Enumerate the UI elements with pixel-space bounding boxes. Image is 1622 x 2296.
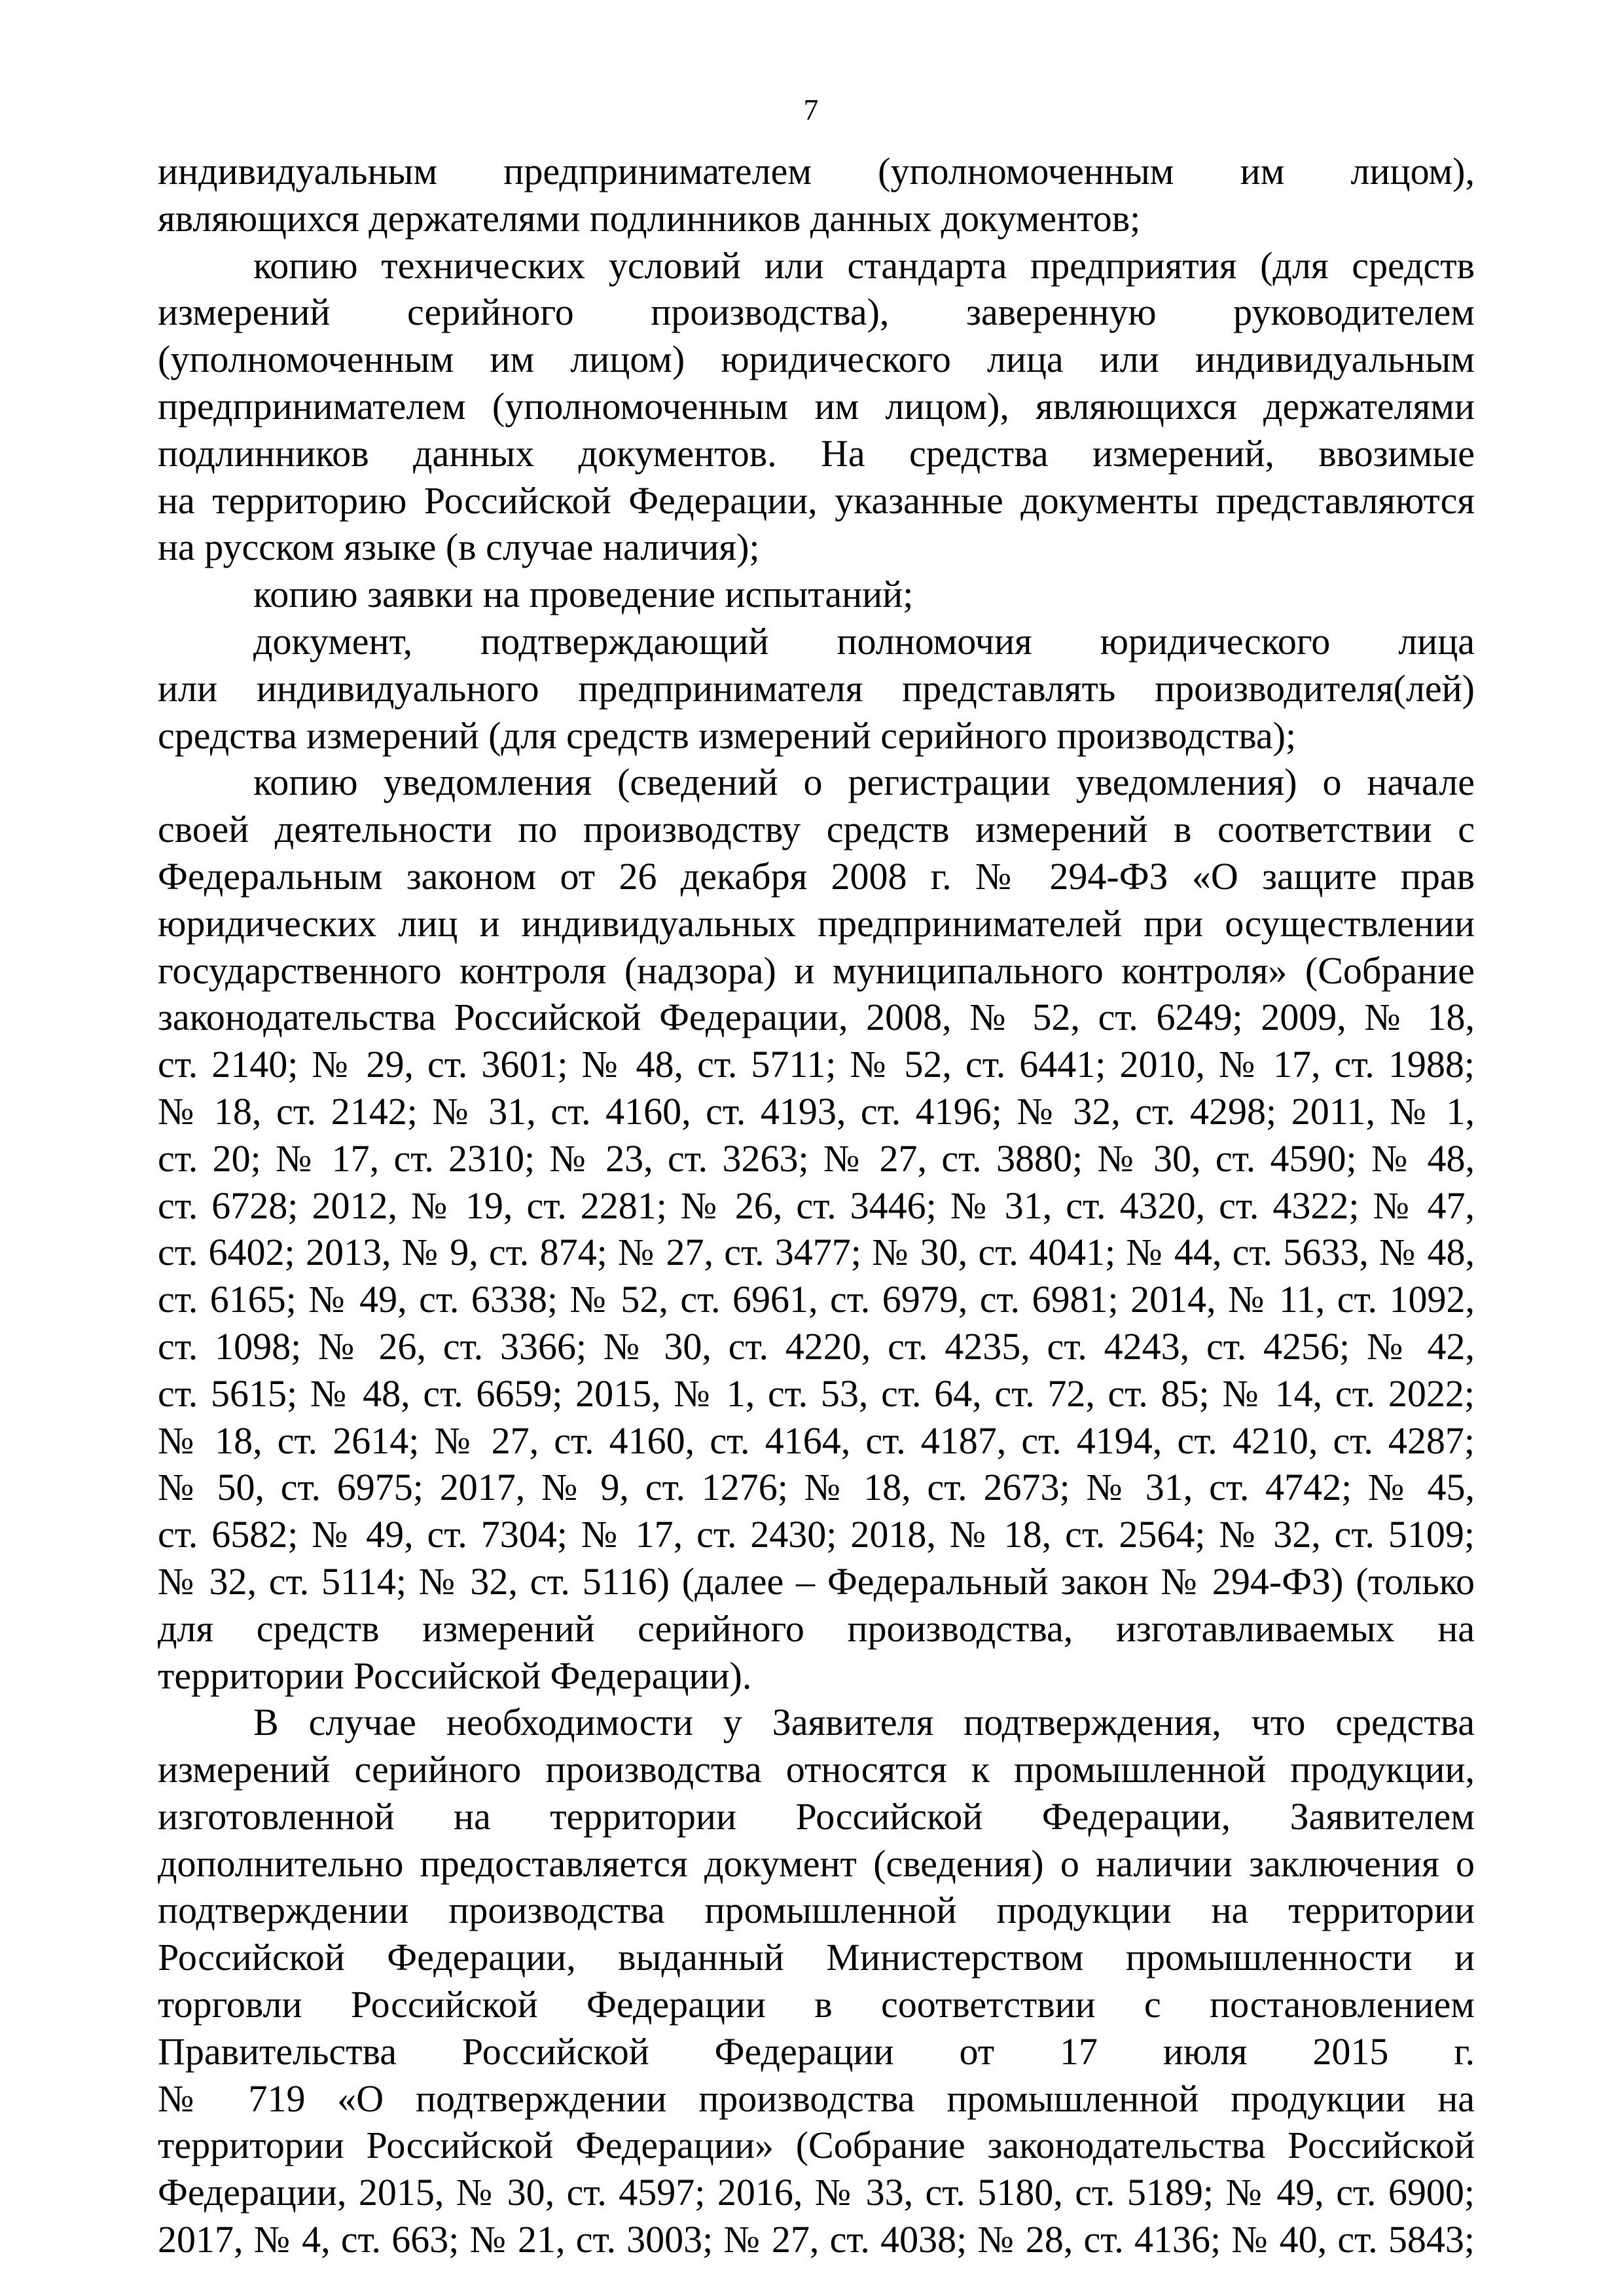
text-line: или индивидуального предпринимателя представлять производителя(лей)	[158, 666, 1475, 710]
text-line: для средств измерений серийного производства, изготавливаемых на	[158, 1607, 1475, 1650]
text-line: ст. 5615; № 48, ст. 6659; 2015, № 1, ст. 53, ст. 64, ст. 72, ст. 85; № 14, ст. 2022;	[158, 1372, 1475, 1415]
text-line: В случае необходимости у Заявителя подтверждения, что средства	[253, 1701, 1475, 1744]
text-line: копию технических условий или стандарта предприятия (для средств	[253, 244, 1475, 287]
text-line: юридических лиц и индивидуальных предпринимателей при осуществлении	[158, 902, 1475, 945]
paragraph	[158, 571, 1475, 618]
text-line: на русском языке (в случае наличия);	[158, 526, 760, 569]
document-body	[158, 148, 1475, 2263]
text-line: измерений серийного производства), заверенную руководителем	[158, 291, 1475, 334]
text-line: Федерации, 2015, № 30, ст. 4597; 2016, № 33, ст. 5180, ст. 5189; № 49, ст. 6900;	[158, 2171, 1475, 2214]
text-line: ст. 20; № 17, ст. 2310; № 23, ст. 3263; № 27, ст. 3880; № 30, ст. 4590; № 48,	[158, 1137, 1475, 1180]
page-number: 7	[803, 93, 819, 126]
paragraph	[158, 1699, 1475, 2263]
text-line: дополнительно предоставляется документ (сведения) о наличии заключения о	[158, 1842, 1475, 1885]
text-line: копию уведомления (сведений о регистрации уведомления) о начале	[253, 761, 1475, 804]
paragraph	[158, 242, 1475, 572]
text-line: территории Российской Федерации» (Собрание законодательства Российской	[158, 2124, 1475, 2167]
text-line: № 32, ст. 5114; № 32, ст. 5116) (далее – Федеральный закон № 294-ФЗ) (только	[158, 1559, 1475, 1603]
text-line: территории Российской Федерации).	[158, 1654, 752, 1697]
text-line: средства измерений (для средств измерений серийного производства);	[158, 714, 1297, 757]
text-line: ст. 6728; 2012, № 19, ст. 2281; № 26, ст. 3446; № 31, ст. 4320, ст. 4322; № 47,	[158, 1184, 1475, 1227]
text-line: ст. 6582; № 49, ст. 7304; № 17, ст. 2430; 2018, № 18, ст. 2564; № 32, ст. 5109;	[158, 1513, 1475, 1556]
text-line: ст. 6402; 2013, № 9, ст. 874; № 27, ст. 3477; № 30, ст. 4041; № 44, ст. 5633, № 48,	[158, 1231, 1475, 1274]
text-line: предпринимателем (уполномоченным им лицом), являющихся держателями	[158, 384, 1475, 428]
text-line: № 18, ст. 2614; № 27, ст. 4160, ст. 4164, ст. 4187, ст. 4194, ст. 4210, ст. 4287;	[158, 1419, 1475, 1462]
text-line: документ, подтверждающий полномочия юридического лица	[253, 619, 1475, 663]
paragraph	[158, 618, 1475, 759]
text-line: законодательства Российской Федерации, 2008, № 52, ст. 6249; 2009, № 18,	[158, 996, 1475, 1039]
text-line: государственного контроля (надзора) и муниципального контроля» (Собрание	[158, 949, 1475, 992]
text-line: являющихся держателями подлинников данных документов;	[158, 196, 1141, 240]
text-line: ст. 6165; № 49, ст. 6338; № 52, ст. 6961, ст. 6979, ст. 6981; 2014, № 11, ст. 1092,	[158, 1278, 1475, 1321]
text-line: торговли Российской Федерации в соответствии с постановлением	[158, 1983, 1475, 2026]
text-line: 2017, № 4, ст. 663; № 21, ст. 3003; № 27, ст. 4038; № 28, ст. 4136; № 40, ст. 5843;	[158, 2218, 1475, 2261]
text-line: Правительства Российской Федерации от 17 июля 2015 г.	[158, 2030, 1475, 2073]
text-line: своей деятельности по производству средств измерений в соответствии с	[158, 808, 1475, 851]
text-line: Федеральным законом от 26 декабря 2008 г. № 294-ФЗ «О защите прав	[158, 854, 1475, 898]
text-line: ст. 2140; № 29, ст. 3601; № 48, ст. 5711; № 52, ст. 6441; 2010, № 17, ст. 1988;	[158, 1043, 1475, 1086]
paragraph	[158, 759, 1475, 1699]
text-line: подтверждении производства промышленной продукции на территории	[158, 1889, 1475, 1932]
paragraph	[158, 148, 1475, 242]
text-line: Российской Федерации, выданный Министерством промышленности и	[158, 1936, 1475, 1979]
text-line: копию заявки на проведение испытаний;	[253, 573, 914, 616]
text-line: индивидуальным предпринимателем (уполномоченным им лицом),	[158, 150, 1475, 192]
text-line: (уполномоченным им лицом) юридического лица или индивидуальным	[158, 338, 1475, 381]
text-line: на территорию Российской Федерации, указанные документы представляются	[158, 479, 1475, 522]
text-line: измерений серийного производства относятся к промышленной продукции,	[158, 1748, 1475, 1791]
text-line: подлинников данных документов. На средства измерений, ввозимые	[158, 431, 1475, 475]
text-line: № 719 «О подтверждении производства промышленной продукции на	[158, 2077, 1475, 2120]
text-line: ст. 1098; № 26, ст. 3366; № 30, ст. 4220, ст. 4235, ст. 4243, ст. 4256; № 42,	[158, 1324, 1475, 1368]
text-line: № 50, ст. 6975; 2017, № 9, ст. 1276; № 18, ст. 2673; № 31, ст. 4742; № 45,	[158, 1466, 1475, 1509]
text-line: изготовленной на территории Российской Федерации, Заявителем	[158, 1795, 1475, 1838]
text-line: № 18, ст. 2142; № 31, ст. 4160, ст. 4193, ст. 4196; № 32, ст. 4298; 2011, № 1,	[158, 1089, 1475, 1133]
